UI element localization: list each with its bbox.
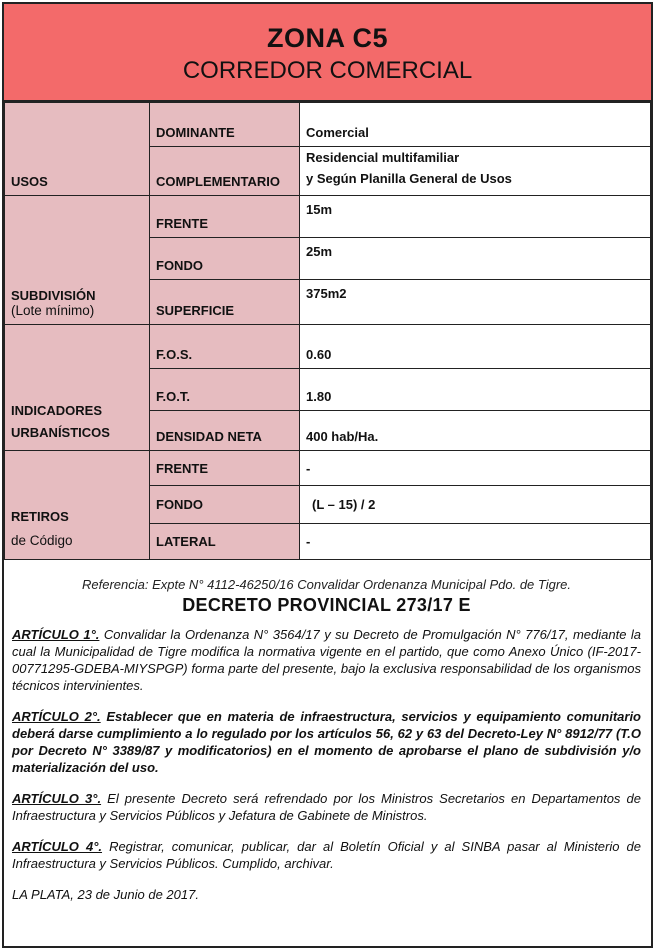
subdivision-sublabel: (Lote mínimo) (11, 303, 95, 318)
article-2 (12, 708, 641, 776)
usos-dominante-label: DOMINANTE (150, 103, 300, 147)
retiros-frente-value: - (300, 451, 651, 486)
subdivision-label: SUBDIVISIÓN (11, 288, 96, 303)
retiros-sublabel: de Código (11, 533, 73, 548)
indicadores-fot-value: 1.80 (300, 369, 651, 411)
subdivision-fondo-value: 25m (300, 238, 651, 280)
retiros-fondo-value: (L – 15) / 2 (300, 486, 651, 524)
article-2-body: Establecer que en materia de infraestructura, servicios y equipamiento comunitario deberá darse cumplimiento a lo regulado por los artículos 56, 62 y 63 del Decreto-Ley N° 8912/77 (T.O por Decreto N° 3389/87 y modificatorios) en el momento de aprobarse el plano de subdivisión y/o materialización del uso. (12, 709, 642, 775)
usos-category: USOS (5, 103, 150, 196)
usos-dominante-value: Comercial (300, 103, 651, 147)
zone-sheet (2, 2, 653, 948)
decree-text (4, 560, 651, 903)
subdivision-category (5, 196, 150, 325)
reference-line: Referencia: Expte N° 4112-46250/16 Convalidar Ordenanza Municipal Pdo. de Tigre. (81, 577, 572, 592)
subdivision-fondo-label: FONDO (150, 238, 300, 280)
article-2-heading: ARTÍCULO 2°. (12, 709, 101, 724)
indicadores-fot-label: F.O.T. (150, 369, 300, 411)
article-1 (12, 626, 641, 694)
article-3 (12, 790, 641, 824)
subdivision-frente-label: FRENTE (150, 196, 300, 238)
subdivision-frente-value: 15m (300, 196, 651, 238)
table-row (5, 103, 651, 147)
article-4-body: Registrar, comunicar, publicar, dar al Boletín Oficial y al SINBA pasar al Ministerio de Infraestructura y Servicios Públicos. Cumplido, archivar. (12, 839, 641, 871)
indicadores-fos-value: 0.60 (300, 325, 651, 369)
table-row (5, 451, 651, 486)
retiros-lateral-label: LATERAL (150, 524, 300, 560)
retiros-label: RETIROS (11, 509, 69, 524)
table-row (5, 196, 651, 238)
article-3-heading: ARTÍCULO 3°. (12, 791, 102, 806)
zone-title: ZONA C5 (266, 23, 388, 53)
zone-subtitle: CORREDOR COMERCIAL (182, 57, 473, 84)
usos-complementario-value (300, 147, 651, 196)
table-row (5, 325, 651, 369)
indicadores-densidad-label: DENSIDAD NETA (150, 411, 300, 451)
retiros-fondo-label: FONDO (150, 486, 300, 524)
indicadores-label-line1: INDICADORES (11, 403, 103, 418)
article-1-body: Convalidar la Ordenanza N° 3564/17 y su Decreto de Promulgación N° 776/17, mediante la cual la Municipalidad de Tigre modifica la normativa vigente en el partido, que como Anexo Único (IF-2017-00771295-GDEBA-MIYSPGP) forma parte del presente, bajo la exclusiva responsabilidad de los organismos técnicos intervinientes. (12, 627, 641, 693)
indicadores-category (5, 325, 150, 451)
article-3-body: El presente Decreto será refrendado por los Ministros Secretarios en Departamentos de Infraestructura y Servicios Públicos y Jefatura de Gabinete de Ministros. (12, 791, 641, 823)
zone-parameters-table (4, 102, 651, 560)
usos-complementario-line1: Residencial multifamiliar (306, 150, 460, 165)
article-1-heading: ARTÍCULO 1°. (12, 627, 100, 642)
zone-header (4, 4, 651, 102)
indicadores-densidad-value: 400 hab/Ha. (300, 411, 651, 451)
indicadores-label-line2: URBANÍSTICOS (11, 425, 110, 440)
subdivision-superficie-value: 375m2 (300, 280, 651, 325)
subdivision-superficie-label: SUPERFICIE (150, 280, 300, 325)
article-4 (12, 838, 641, 872)
usos-complementario-label: COMPLEMENTARIO (150, 147, 300, 196)
usos-complementario-line2: y Según Planilla General de Usos (306, 171, 512, 186)
retiros-frente-label: FRENTE (150, 451, 300, 486)
signature-date: LA PLATA, 23 de Junio de 2017. (12, 887, 199, 902)
indicadores-fos-label: F.O.S. (150, 325, 300, 369)
article-4-heading: ARTÍCULO 4°. (12, 839, 103, 854)
retiros-category (5, 451, 150, 560)
decree-title: DECRETO PROVINCIAL 273/17 E (182, 595, 471, 615)
retiros-lateral-value: - (300, 524, 651, 560)
